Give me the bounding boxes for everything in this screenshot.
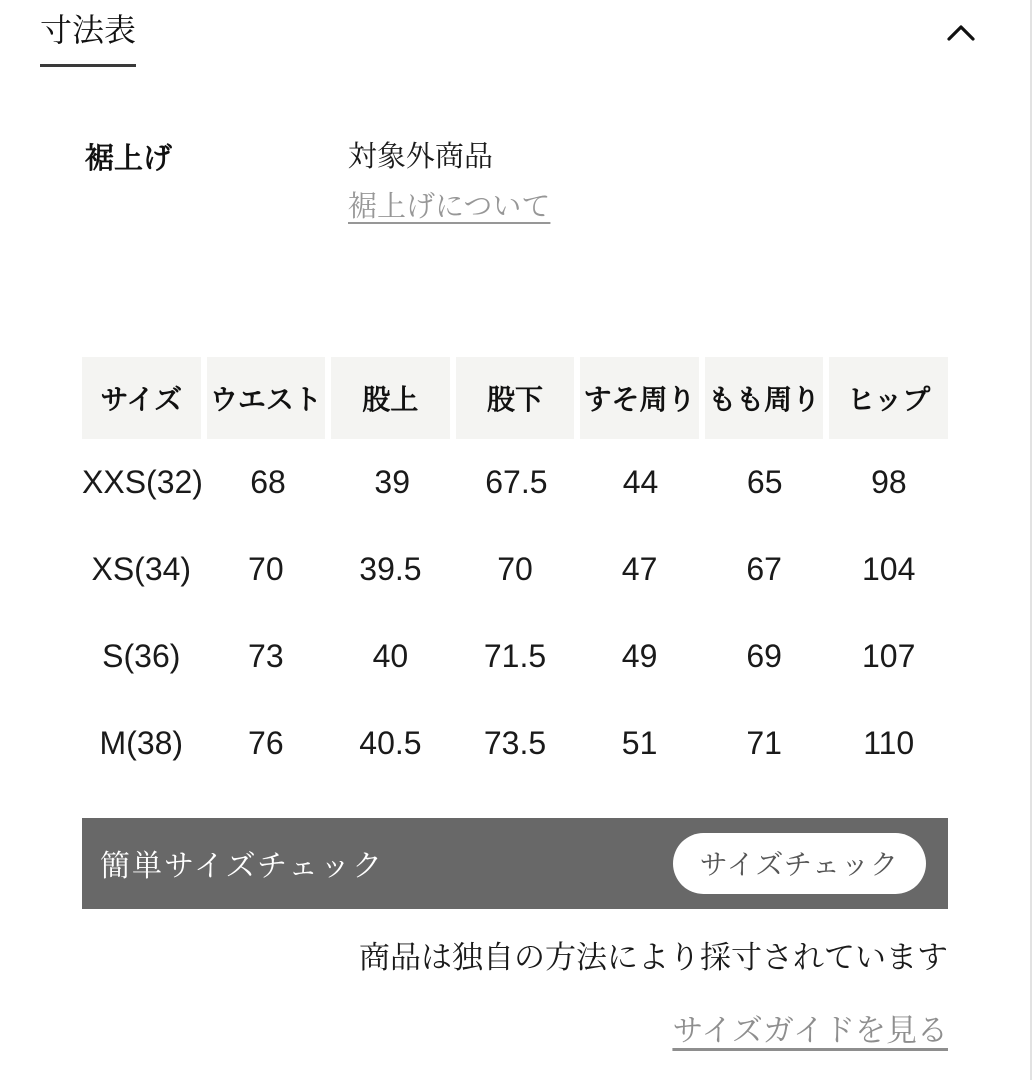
- chevron-up-icon: [945, 32, 977, 47]
- size-cell: M(38): [99, 724, 184, 761]
- column-header-size: サイズ: [82, 357, 201, 439]
- size-check-banner: [82, 818, 948, 909]
- column-header-inseam: 股下: [456, 357, 575, 439]
- table-row: [82, 439, 948, 526]
- value-cell: 51: [621, 724, 658, 761]
- value-cell: 73: [248, 637, 284, 674]
- value-cell: 71.5: [483, 637, 547, 674]
- table-header-row: [82, 357, 948, 439]
- column-header-thigh: もも周り: [705, 357, 824, 439]
- table-row: [82, 613, 948, 700]
- value-cell: 98: [871, 463, 907, 500]
- size-table: [82, 357, 948, 787]
- value-cell: 70: [497, 550, 533, 587]
- value-cell: 76: [248, 724, 284, 761]
- table-row: [82, 700, 948, 787]
- size-check-button[interactable]: サイズチェック: [673, 833, 926, 894]
- value-cell: 65: [746, 463, 783, 500]
- column-header-hip: ヒップ: [829, 357, 948, 439]
- size-cell: XXS(32): [82, 463, 203, 500]
- value-cell: 40: [372, 637, 409, 674]
- size-cell: S(36): [102, 637, 181, 674]
- column-header-rise: 股上: [331, 357, 450, 439]
- value-cell: 44: [622, 463, 659, 500]
- measurement-note: 商品は独自の方法により採寸されています: [359, 939, 948, 975]
- value-cell: 73.5: [483, 724, 547, 761]
- size-check-banner-label: 簡単サイズチェック: [100, 850, 385, 884]
- hemming-row: [85, 140, 948, 223]
- table-row: [82, 526, 948, 613]
- page-title: 寸法表: [40, 12, 136, 67]
- value-cell: 40.5: [359, 724, 422, 761]
- value-cell: 71: [746, 724, 782, 761]
- value-cell: 104: [862, 550, 916, 587]
- value-cell: 67.5: [485, 463, 548, 500]
- hemming-value: [348, 140, 551, 223]
- hemming-info-link[interactable]: 裾上げについて: [348, 190, 551, 223]
- column-header-hem: すそ周り: [580, 357, 699, 439]
- value-cell: 39: [374, 463, 410, 500]
- collapse-section-button[interactable]: [941, 18, 981, 48]
- value-cell: 47: [621, 550, 658, 587]
- section-header: [0, 0, 1030, 67]
- value-cell: 70: [248, 550, 284, 587]
- size-guide-link[interactable]: サイズガイドを見る: [672, 1012, 948, 1048]
- value-cell: 67: [746, 550, 782, 587]
- column-header-waist: ウエスト: [207, 357, 326, 439]
- value-cell: 107: [862, 637, 916, 674]
- size-cell: XS(34): [91, 550, 192, 587]
- value-cell: 110: [863, 724, 915, 761]
- value-cell: 49: [621, 637, 658, 674]
- value-cell: 39.5: [359, 550, 422, 587]
- hemming-status: 対象外商品: [348, 140, 494, 173]
- measurement-footer: [82, 939, 948, 1050]
- hemming-label: 裾上げ: [85, 142, 173, 175]
- value-cell: 69: [746, 637, 782, 674]
- value-cell: 68: [250, 463, 286, 500]
